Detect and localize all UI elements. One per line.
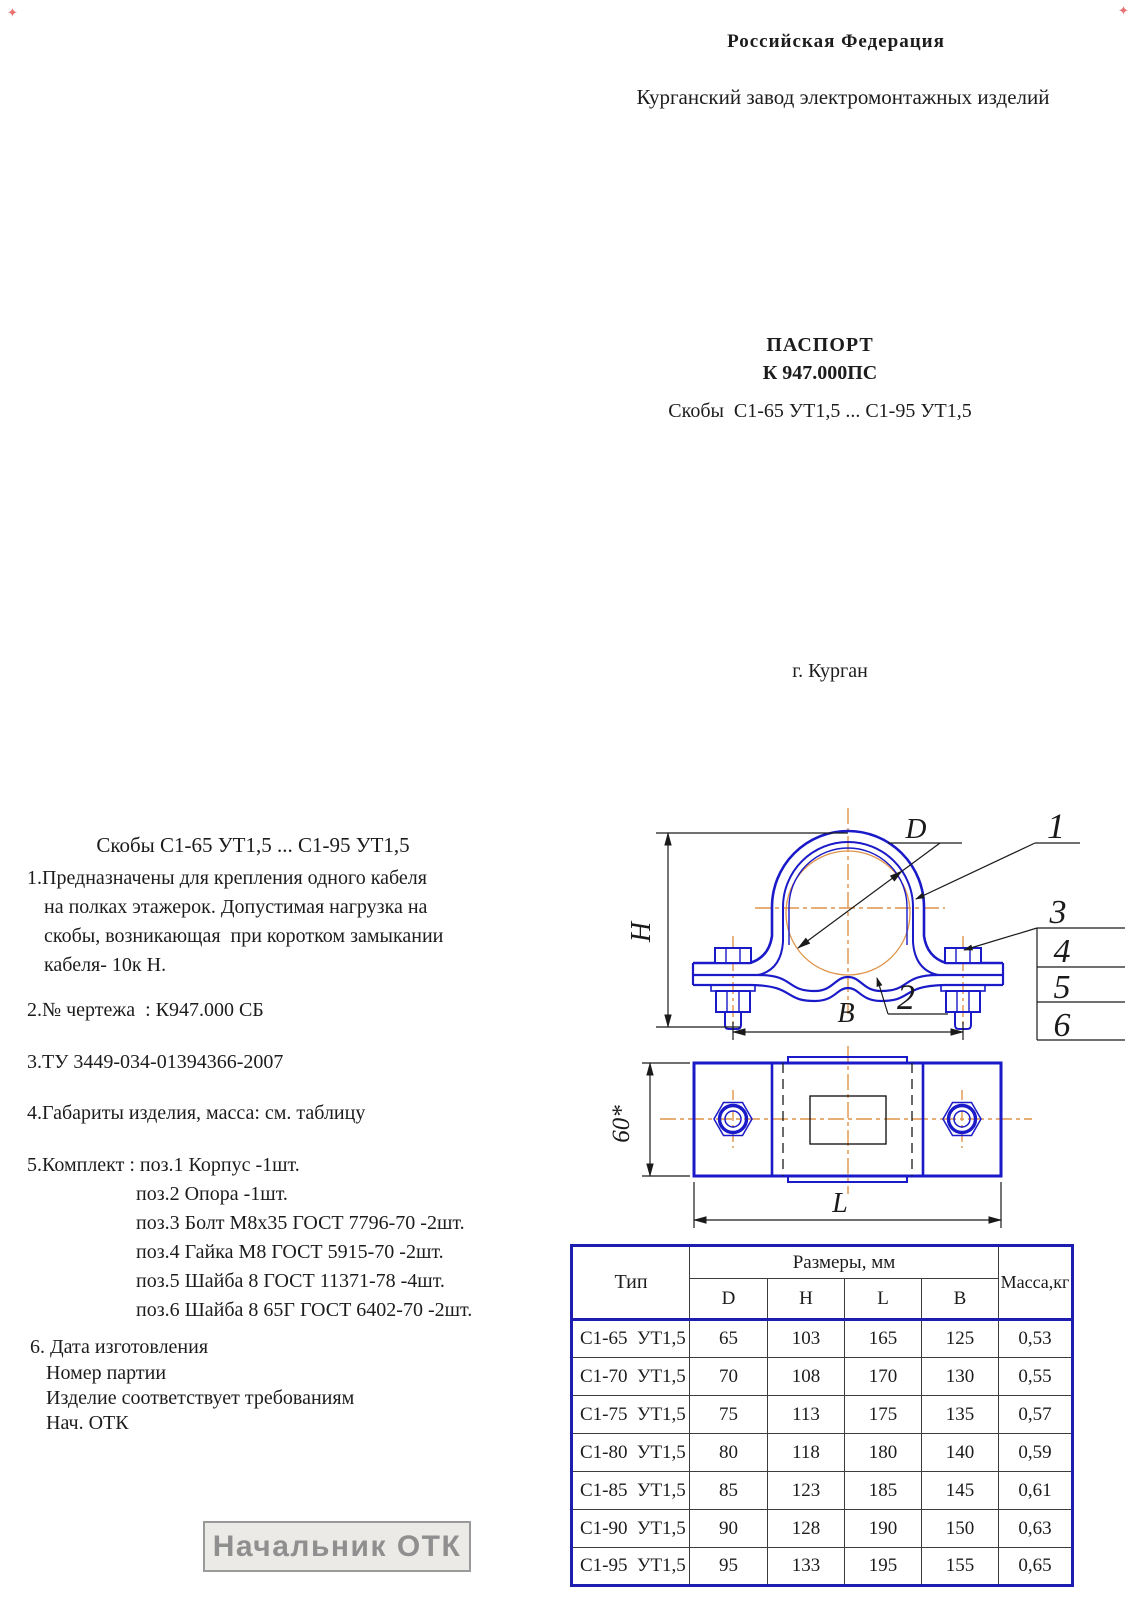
cell-b: 145 [922, 1472, 999, 1510]
registration-mark-icon: ✦ [1118, 3, 1129, 18]
cell-mass: 0,55 [999, 1358, 1073, 1396]
purpose-line-2: на полках этажерок. Допустимая нагрузка на [44, 896, 428, 918]
cell-b: 150 [922, 1510, 999, 1548]
cell-mass: 0,63 [999, 1510, 1073, 1548]
col-header-type: Тип [572, 1246, 690, 1320]
cell-h: 128 [768, 1510, 845, 1548]
cell-b: 140 [922, 1434, 999, 1472]
cell-b: 130 [922, 1358, 999, 1396]
conformity-line: Изделие соответствует требованиям [46, 1387, 355, 1409]
cell-h: 123 [768, 1472, 845, 1510]
purpose-line-3: скобы, возникающая при коротком замыкании [44, 925, 444, 947]
table-row [572, 1510, 1073, 1548]
dimension-lines [642, 833, 1001, 1228]
callout-5: 5 [1053, 969, 1071, 1006]
purpose-line-1: 1.Предназначены для крепления одного кабеля [27, 867, 427, 889]
dimensions-table [570, 1244, 1074, 1587]
cell-l: 185 [845, 1472, 922, 1510]
otk-stamp [203, 1521, 471, 1572]
length-label: L [832, 1188, 848, 1219]
table-row [572, 1434, 1073, 1472]
technical-drawing [600, 780, 1132, 1245]
callout-2: 2 [897, 977, 915, 1017]
cell-h: 103 [768, 1320, 845, 1358]
cell-l: 195 [845, 1548, 922, 1586]
batch-number-line: Номер партии [46, 1362, 167, 1384]
kit-pos3-line: поз.3 Болт М8х35 ГОСТ 7796-70 -2шт. [136, 1212, 465, 1234]
callout-3: 3 [1049, 894, 1067, 931]
cell-l: 170 [845, 1358, 922, 1396]
cell-b: 135 [922, 1396, 999, 1434]
dimensions-note-line: 4.Габариты изделия, масса: см. таблицу [27, 1102, 366, 1124]
cell-mass: 0,53 [999, 1320, 1073, 1358]
description-heading: Скобы С1-65 УТ1,5 ... С1-95 УТ1,5 [96, 833, 410, 857]
cell-mass: 0,61 [999, 1472, 1073, 1510]
kit-pos2-line: поз.2 Опора -1шт. [136, 1183, 288, 1205]
cell-b: 125 [922, 1320, 999, 1358]
cell-type: С1-80 УТ1,5 [572, 1434, 690, 1472]
cell-h: 113 [768, 1396, 845, 1434]
col-header-l: L [845, 1279, 922, 1320]
width-60-label: 60* [608, 1105, 635, 1143]
col-header-dimensions: Размеры, мм [690, 1246, 999, 1279]
cell-type: С1-85 УТ1,5 [572, 1472, 690, 1510]
cell-type: С1-90 УТ1,5 [572, 1510, 690, 1548]
document-number: К 947.000ПС [762, 362, 878, 384]
cell-l: 190 [845, 1510, 922, 1548]
height-label: H [626, 921, 657, 943]
col-header-b: B [922, 1279, 999, 1320]
table-row [572, 1472, 1073, 1510]
cell-d: 85 [690, 1472, 768, 1510]
cell-l: 175 [845, 1396, 922, 1434]
col-header-h: H [768, 1279, 845, 1320]
kit-pos6-line: поз.6 Шайба 8 65Г ГОСТ 6402-70 -2шт. [136, 1299, 473, 1321]
cell-h: 108 [768, 1358, 845, 1396]
cell-d: 80 [690, 1434, 768, 1472]
col-header-d: D [690, 1279, 768, 1320]
cell-h: 133 [768, 1548, 845, 1586]
callout-6: 6 [1053, 1007, 1071, 1044]
diameter-label: D [905, 813, 927, 845]
cell-mass: 0,65 [999, 1548, 1073, 1586]
cell-type: С1-70 УТ1,5 [572, 1358, 690, 1396]
product-range-title: Скобы С1-65 УТ1,5 ... С1-95 УТ1,5 [668, 400, 972, 422]
cell-mass: 0,57 [999, 1396, 1073, 1434]
cell-type: С1-95 УТ1,5 [572, 1548, 690, 1586]
cell-l: 165 [845, 1320, 922, 1358]
registration-mark-icon: ✦ [7, 5, 18, 20]
table-row [572, 1320, 1073, 1358]
country-header: Российская Федерация [727, 31, 945, 52]
table-row [572, 1548, 1073, 1586]
cell-h: 118 [768, 1434, 845, 1472]
callout-4: 4 [1053, 933, 1071, 970]
kit-pos4-line: поз.4 Гайка М8 ГОСТ 5915-70 -2шт. [136, 1241, 444, 1263]
cell-d: 95 [690, 1548, 768, 1586]
otk-head-line: Нач. ОТК [46, 1412, 129, 1434]
callout-1: 1 [1047, 806, 1065, 846]
cell-d: 90 [690, 1510, 768, 1548]
drawing-number-line: 2.№ чертежа : К947.000 СБ [27, 999, 264, 1021]
table-row [572, 1358, 1073, 1396]
manufacture-date-line: 6. Дата изготовления [30, 1336, 209, 1358]
cell-type: С1-65 УТ1,5 [572, 1320, 690, 1358]
factory-name: Курганский завод электромонтажных изделий [636, 85, 1050, 109]
tu-standard-line: 3.ТУ 3449-034-01394366-2007 [27, 1051, 284, 1073]
city-label: г. Курган [792, 660, 868, 682]
cell-type: С1-75 УТ1,5 [572, 1396, 690, 1434]
col-header-mass: Масса,кг [999, 1246, 1073, 1320]
kit-pos5-line: поз.5 Шайба 8 ГОСТ 11371-78 -4шт. [136, 1270, 445, 1292]
document-type-title: ПАСПОРТ [766, 334, 874, 356]
kit-intro-line: 5.Комплект : поз.1 Корпус -1шт. [27, 1154, 300, 1176]
purpose-line-4: кабеля- 10к Н. [44, 954, 167, 976]
cell-d: 75 [690, 1396, 768, 1434]
cell-l: 180 [845, 1434, 922, 1472]
otk-stamp-text: Начальник ОТК [212, 1529, 462, 1563]
width-b-label: B [837, 998, 855, 1029]
table-row [572, 1396, 1073, 1434]
cell-mass: 0,59 [999, 1434, 1073, 1472]
cell-b: 155 [922, 1548, 999, 1586]
cell-d: 70 [690, 1358, 768, 1396]
cell-d: 65 [690, 1320, 768, 1358]
